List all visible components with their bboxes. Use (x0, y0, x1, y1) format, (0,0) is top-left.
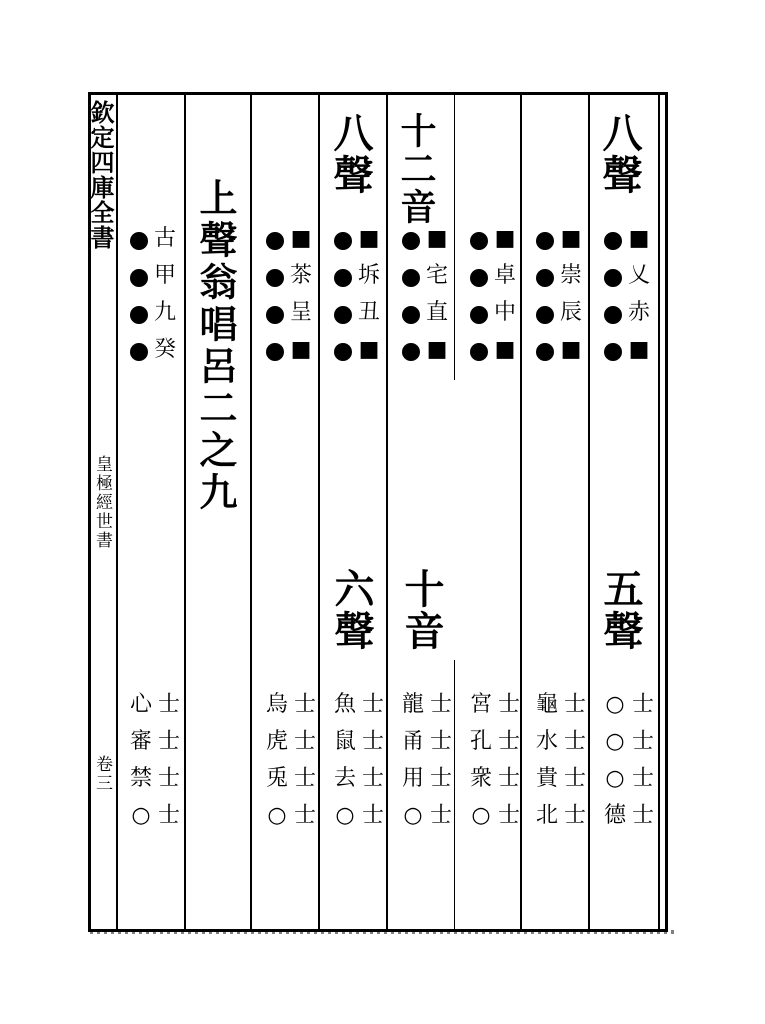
upper-col-1-char: 呈 (290, 300, 313, 325)
lower-col-1-left-char: 烏 (266, 692, 289, 717)
lower-col-0-right-char: 士 (158, 692, 181, 717)
lower-col-6-left-char: ○ (605, 692, 625, 717)
upper-col-1-group (290, 228, 312, 361)
upper-col-0-char: 九 (154, 300, 177, 325)
column-rule (250, 95, 252, 929)
lower-col-3-right-char: 士 (430, 729, 453, 754)
upper-col-4-mark (470, 306, 488, 324)
upper-col-5-mark (536, 306, 554, 324)
lower-col-1-right-char: 士 (294, 803, 317, 828)
lower-col-3-right-char: 士 (430, 803, 453, 828)
upper-col-1-mark (266, 232, 284, 250)
upper-col-0-char: 古 (154, 226, 177, 251)
lower-col-3-left-group (402, 694, 424, 827)
lower-col-4-right-char: 士 (498, 803, 521, 828)
upper-col-4-mark (470, 232, 488, 250)
upper-col-2-group (332, 230, 354, 363)
lower-col-3-right-char: 士 (430, 766, 453, 791)
lower-col-2-left-char: 去 (334, 766, 357, 791)
lower-col-2-right-char: 士 (362, 766, 385, 791)
upper-col-6-mark (604, 306, 622, 324)
chapter-title: 皇極經世書 (92, 455, 112, 550)
lower-col-4-left-char: 衆 (470, 766, 493, 791)
upper-col-0-mark (130, 343, 148, 361)
upper-col-4-mark (470, 269, 488, 287)
lower-col-0-right-char: 士 (158, 766, 181, 791)
heading-ba-sheng-left: 八聲 (327, 112, 374, 196)
lower-col-5-left-char: 水 (536, 729, 559, 754)
lower-col-3-right-char: 士 (430, 692, 453, 717)
lower-col-4-right-char: 士 (498, 729, 521, 754)
lower-col-0-right-char: 士 (158, 803, 181, 828)
lower-col-5-right-char: 士 (564, 729, 587, 754)
lower-col-4-left-char: 孔 (470, 729, 493, 754)
lower-col-0-right-char: 士 (158, 729, 181, 754)
lower-col-3-left-char: 龍 (402, 692, 425, 717)
lower-col-4-right-char: 士 (498, 766, 521, 791)
heading-liu-sheng: 六聲 (328, 568, 375, 652)
lower-col-5-right-group (564, 694, 586, 827)
lower-col-6-right-char: 士 (632, 729, 655, 754)
lower-col-2-right-char: 士 (362, 729, 385, 754)
upper-col-1-mark (266, 306, 284, 324)
upper-col-6-char: ■ (628, 337, 650, 362)
upper-col-1-char: ■ (290, 337, 312, 362)
upper-col-3-mark (402, 269, 420, 287)
upper-col-0-mark (130, 269, 148, 287)
upper-col-4-char: ■ (494, 337, 516, 362)
heading-wu-sheng: 五聲 (597, 568, 644, 652)
upper-col-3-mark (402, 232, 420, 250)
column-rule (386, 95, 388, 929)
column-rule (520, 95, 522, 929)
upper-col-0-mark (130, 306, 148, 324)
upper-col-4-char: ■ (494, 226, 516, 251)
upper-col-0-mark (130, 232, 148, 250)
upper-col-2-char: ■ (358, 226, 380, 251)
bottom-dotted-line (90, 930, 675, 934)
lower-col-1-left-char: ○ (267, 803, 287, 828)
lower-col-1-right-char: 士 (294, 692, 317, 717)
book-title: 欽定四庫全書 (86, 100, 115, 250)
lower-col-2-left-char: 鼠 (334, 729, 357, 754)
upper-col-2-mark (334, 232, 352, 250)
upper-col-0-group (128, 230, 150, 363)
lower-col-6-left-char: ○ (605, 766, 625, 791)
upper-col-5-char: ■ (560, 226, 582, 251)
upper-col-6-char: 赤 (628, 300, 651, 325)
upper-col-2-char: 丑 (358, 300, 381, 325)
lower-col-6-right-char: 士 (632, 766, 655, 791)
lower-col-2-left-char: 魚 (334, 692, 357, 717)
upper-col-3-mark (402, 306, 420, 324)
upper-col-0-group (154, 228, 176, 361)
lower-col-6-left-char: 德 (604, 803, 627, 828)
lower-col-1-right-group (294, 694, 316, 827)
upper-col-4-group (494, 228, 516, 361)
upper-col-2-group (358, 228, 380, 361)
page-number: 卷三 (92, 755, 112, 793)
heading-shi-er-yin: 十二音 (395, 112, 437, 226)
upper-col-6-group (602, 230, 624, 363)
lower-col-0-left-char: 心 (130, 692, 153, 717)
lower-col-6-left-char: ○ (605, 729, 625, 754)
lower-col-2-right-char: 士 (362, 692, 385, 717)
lower-col-3-left-char: ○ (403, 803, 423, 828)
lower-col-5-right-char: 士 (564, 803, 587, 828)
upper-col-4-mark (470, 343, 488, 361)
lower-col-4-left-group (470, 694, 492, 827)
upper-col-5-mark (536, 269, 554, 287)
lower-col-3-left-char: 甬 (402, 729, 425, 754)
column-rule (588, 95, 590, 929)
lower-col-0-left-char: 禁 (130, 766, 153, 791)
lower-col-2-left-char: ○ (335, 803, 355, 828)
upper-col-6-char: ■ (628, 226, 650, 251)
upper-col-3-char: 宅 (426, 263, 449, 288)
upper-col-5-char: ■ (560, 337, 582, 362)
upper-col-3-group (400, 230, 422, 363)
lower-col-4-right-group (498, 694, 520, 827)
column-rule (318, 95, 320, 929)
upper-col-6-mark (604, 269, 622, 287)
upper-col-5-mark (536, 343, 554, 361)
section-title: 上聲翁唱呂二之九 (193, 178, 238, 514)
lower-col-6-right-char: 士 (632, 803, 655, 828)
column-rule (454, 660, 455, 930)
lower-col-1-right-char: 士 (294, 766, 317, 791)
lower-col-4-left-char: ○ (471, 803, 491, 828)
upper-col-4-char: 中 (494, 300, 517, 325)
lower-col-1-left-char: 兎 (266, 766, 289, 791)
upper-col-5-char: 辰 (560, 300, 583, 325)
upper-col-2-char: ■ (358, 337, 380, 362)
lower-col-6-right-char: 士 (632, 692, 655, 717)
upper-col-3-char: ■ (426, 337, 448, 362)
upper-col-3-mark (402, 343, 420, 361)
lower-col-0-right-group (158, 694, 180, 827)
lower-col-2-left-group (334, 694, 356, 827)
upper-col-2-char: 坼 (358, 263, 381, 288)
column-rule (454, 95, 455, 380)
upper-col-1-group (264, 230, 286, 363)
upper-col-2-mark (334, 306, 352, 324)
lower-col-6-left-group (604, 694, 626, 827)
heading-ba-sheng-right: 八聲 (596, 112, 643, 196)
lower-col-5-left-char: 貴 (536, 766, 559, 791)
lower-col-3-left-char: 用 (402, 766, 425, 791)
lower-col-6-right-group (632, 694, 654, 827)
lower-col-1-left-char: 虎 (266, 729, 289, 754)
lower-col-4-left-char: 宮 (470, 692, 493, 717)
lower-col-1-right-char: 士 (294, 729, 317, 754)
lower-col-5-left-char: 龜 (536, 692, 559, 717)
upper-col-2-mark (334, 343, 352, 361)
lower-col-3-right-group (430, 694, 452, 827)
upper-col-5-group (534, 230, 556, 363)
upper-col-3-char: 直 (426, 300, 449, 325)
lower-col-0-left-char: ○ (131, 803, 151, 828)
upper-col-5-char: 崇 (560, 263, 583, 288)
upper-col-3-char: ■ (426, 226, 448, 251)
lower-col-2-right-group (362, 694, 384, 827)
upper-col-0-char: 癸 (154, 337, 177, 362)
upper-col-1-mark (266, 269, 284, 287)
upper-col-5-mark (536, 232, 554, 250)
lower-col-1-left-group (266, 694, 288, 827)
upper-col-2-mark (334, 269, 352, 287)
upper-col-4-group (468, 230, 490, 363)
column-rule (116, 95, 118, 929)
lower-col-2-right-char: 士 (362, 803, 385, 828)
upper-col-6-group (628, 228, 650, 361)
lower-col-5-left-char: 北 (536, 803, 559, 828)
column-rule (184, 95, 186, 929)
upper-col-6-mark (604, 232, 622, 250)
heading-shi-yin: 十音 (398, 568, 445, 652)
lower-col-5-right-char: 士 (564, 766, 587, 791)
upper-col-4-char: 卓 (494, 263, 517, 288)
upper-col-1-char: 茶 (290, 263, 313, 288)
lower-col-0-left-char: 審 (130, 729, 153, 754)
upper-col-1-char: ■ (290, 226, 312, 251)
lower-col-5-right-char: 士 (564, 692, 587, 717)
column-rule (658, 95, 660, 929)
upper-col-6-mark (604, 343, 622, 361)
lower-col-5-left-group (536, 694, 558, 827)
upper-col-5-group (560, 228, 582, 361)
upper-col-0-char: 甲 (154, 263, 177, 288)
upper-col-1-mark (266, 343, 284, 361)
lower-col-0-left-group (130, 694, 152, 827)
lower-col-4-right-char: 士 (498, 692, 521, 717)
upper-col-3-group (426, 228, 448, 361)
upper-col-6-char: 乂 (628, 263, 651, 288)
